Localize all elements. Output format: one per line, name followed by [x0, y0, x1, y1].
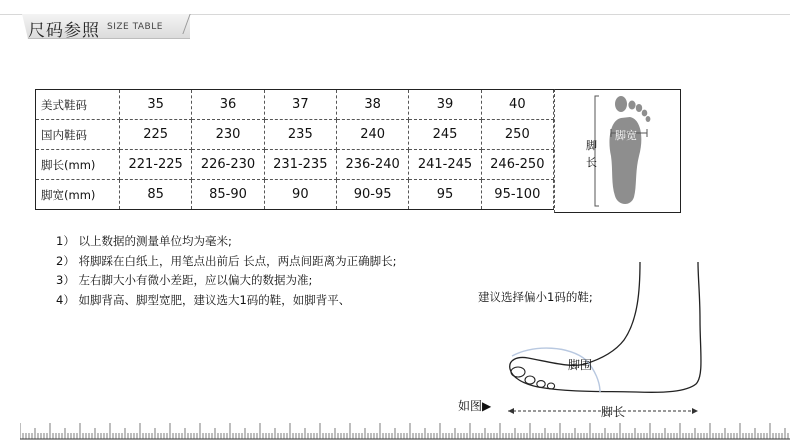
table-cell: 241-245 [409, 150, 481, 180]
footprint-diagram [554, 89, 681, 213]
table-cell: 90-95 [336, 180, 408, 210]
table-cell: 236-240 [336, 150, 408, 180]
table-cell: 245 [409, 120, 481, 150]
table-cell: 226-230 [192, 150, 264, 180]
note-item-tail: 建议选择偏小1码的鞋; [478, 290, 593, 304]
table-row [36, 120, 554, 150]
foot-length-label: 脚长 [601, 405, 626, 419]
foot-side-illustration [490, 260, 720, 420]
row-label: 国内鞋码 [36, 120, 120, 150]
table-cell: 250 [481, 120, 553, 150]
row-label: 脚长(mm) [36, 150, 120, 180]
table-row [36, 90, 554, 120]
size-table [35, 89, 554, 210]
ruler [20, 418, 790, 440]
footprint-icon [555, 90, 680, 212]
table-cell: 36 [192, 90, 264, 120]
table-cell: 35 [120, 90, 192, 120]
table-cell: 235 [264, 120, 336, 150]
table-row [36, 180, 554, 210]
measurement-notes [56, 232, 397, 310]
table-cell: 240 [336, 120, 408, 150]
table-cell: 85-90 [192, 180, 264, 210]
table-cell: 95-100 [481, 180, 553, 210]
table-cell: 38 [336, 90, 408, 120]
note-item: 2） 将脚踩在白纸上，用笔点出前后 长点，两点间距离为正确脚长; [56, 253, 397, 268]
foot-length-label-top: 脚 [586, 139, 597, 152]
note-item: 1） 以上数据的测量单位均为毫米; [56, 234, 232, 248]
section-subtitle: SIZE TABLE [107, 22, 163, 32]
table-cell: 231-235 [264, 150, 336, 180]
foot-length-label-bottom: 长 [586, 156, 597, 169]
table-cell: 246-250 [481, 150, 553, 180]
table-cell: 37 [264, 90, 336, 120]
note-item: 3） 左右脚大小有微小差距，应以偏大的数据为准; [56, 273, 313, 287]
table-cell: 225 [120, 120, 192, 150]
table-cell: 39 [409, 90, 481, 120]
foot-width-label: 脚宽 [615, 129, 637, 142]
foot-girth-label: 脚围 [568, 358, 593, 372]
note-item: 4） 如脚背高、脚型宽肥，建议选大1码的鞋，如脚背平、 [56, 292, 351, 307]
table-cell: 40 [481, 90, 553, 120]
table-cell: 221-225 [120, 150, 192, 180]
row-label: 美式鞋码 [36, 90, 120, 120]
section-title: 尺码参照 [28, 21, 100, 41]
table-row [36, 150, 554, 180]
table-cell: 95 [409, 180, 481, 210]
table-cell: 230 [192, 120, 264, 150]
table-cell: 90 [264, 180, 336, 210]
figure-caption: 如图▶ [458, 399, 492, 413]
row-label: 脚宽(mm) [36, 180, 120, 210]
table-cell: 85 [120, 180, 192, 210]
